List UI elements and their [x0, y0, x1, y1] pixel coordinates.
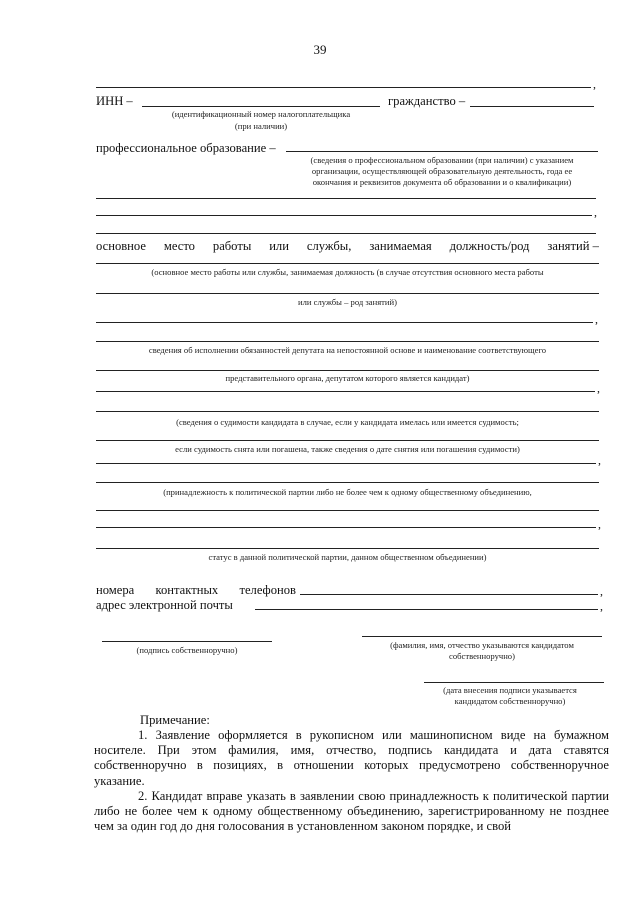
form-line[interactable] [96, 215, 592, 216]
work-word: службы, [306, 239, 352, 253]
form-line [96, 87, 591, 88]
deputy-caption-2: представительного органа, депутатом которого является кандидат) [225, 373, 470, 383]
work-word: работы [212, 239, 252, 253]
fullname-field[interactable] [362, 636, 602, 637]
form-line[interactable] [96, 440, 599, 441]
form-line[interactable] [96, 322, 593, 323]
email-label: адрес электронной почты [96, 598, 233, 612]
inn-caption-note: (при наличии) [234, 121, 288, 131]
work-caption-1: (основное место работы или службы, занимаемая должность (в случае отсутствия основного места работы [151, 267, 544, 277]
work-word: или [269, 239, 289, 253]
education-field[interactable] [286, 151, 598, 152]
date-caption-1: (дата внесения подписи указывается [443, 685, 577, 695]
party-caption-2: статус в данной политической партии, данном общественном объединении) [208, 552, 487, 562]
note-2: 2. Кандидат вправе указать в заявлении свою принадлежность к политической партии либо не более чем к одному общественному объединению, зарегистрированному не позднее чем за один год до дня голосования в установленном законом порядке, и свой [94, 789, 609, 834]
deputy-field[interactable] [96, 341, 599, 342]
form-line[interactable] [96, 527, 596, 528]
form-line[interactable] [96, 391, 595, 392]
form-line[interactable] [96, 370, 599, 371]
comma: , [594, 205, 597, 219]
citizenship-label: гражданство – [388, 94, 466, 108]
email-field[interactable] [255, 609, 598, 610]
inn-field[interactable] [142, 106, 380, 107]
conviction-caption-1: (сведения о судимости кандидата в случае, если у кандидата имелась или имеется судимость; [176, 417, 519, 427]
form-line[interactable] [96, 293, 599, 294]
comma: , [597, 381, 600, 395]
signature-caption: (подпись собственноручно) [136, 645, 238, 655]
work-word: основное [96, 239, 146, 253]
work-word: занимаемая [369, 239, 432, 253]
form-line[interactable] [96, 463, 596, 464]
comma: , [595, 312, 598, 326]
work-label [96, 239, 599, 254]
work-word: должность/род [449, 239, 530, 253]
phones-word: телефонов [239, 583, 296, 597]
inn-label: ИНН – [96, 94, 133, 108]
education-caption-2: организации, осуществляющей образовательную деятельность, года ее [311, 166, 573, 176]
date-caption-2: кандидатом собственноручно) [454, 696, 566, 706]
note-1: 1. Заявление оформляется в рукописном или машинописном виде на бумажном носителе. При этом фамилия, имя, отчество, подпись кандидата и дата ставятся собственноручно в позициях, в отношении которых предусмотрено собственноручное указание. [94, 728, 609, 788]
form-line[interactable] [96, 198, 596, 199]
conviction-caption-2: если судимость снята или погашена, также сведения о дате снятия или погашения судимости) [175, 444, 520, 454]
form-line[interactable] [96, 548, 599, 549]
comma: , [600, 599, 603, 613]
form-line[interactable] [96, 233, 596, 234]
work-caption-2: или службы – род занятий) [298, 297, 397, 307]
education-label: профессиональное образование – [96, 141, 276, 155]
work-field[interactable] [96, 263, 599, 264]
education-caption-1: (сведения о профессиональном образовании (при наличии) с указанием [310, 155, 574, 165]
phones-word: контактных [155, 583, 219, 597]
date-field[interactable] [424, 682, 604, 683]
phones-word: номера [96, 583, 135, 597]
fullname-caption-2: собственноручно) [449, 651, 515, 661]
work-word: место [163, 239, 195, 253]
comma: , [593, 77, 596, 91]
comma: , [600, 584, 603, 598]
phones-label [96, 583, 296, 598]
fullname-caption-1: (фамилия, имя, отчество указываются кандидатом [390, 640, 574, 650]
party-field[interactable] [96, 482, 599, 483]
comma: , [598, 517, 601, 531]
party-caption-1: (принадлежность к политической партии либо не более чем к одному общественному объединению, [163, 487, 532, 497]
conviction-field[interactable] [96, 411, 599, 412]
education-caption-3: окончания и реквизитов документа об образовании и о квалификации) [312, 177, 572, 187]
notes-title: Примечание: [140, 713, 210, 727]
work-word: занятий – [547, 239, 599, 253]
form-line[interactable] [96, 510, 599, 511]
citizenship-field[interactable] [470, 106, 594, 107]
signature-field[interactable] [102, 641, 272, 642]
phones-field[interactable] [300, 594, 598, 595]
comma: , [598, 453, 601, 467]
page-number: 39 [313, 42, 327, 57]
deputy-caption-1: сведения об исполнении обязанностей депутата на непостоянной основе и наименование соответствующего [148, 345, 547, 355]
inn-caption: (идентификационный номер налогоплательщика [171, 109, 351, 119]
